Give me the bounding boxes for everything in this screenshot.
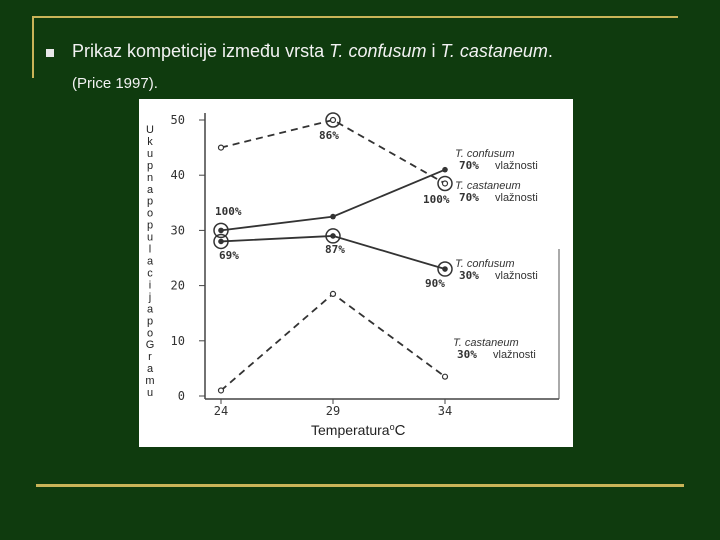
x-axis-label bbox=[311, 422, 406, 439]
data-point bbox=[330, 214, 336, 220]
y-axis-label-letter: p bbox=[146, 159, 154, 172]
series-label-species: T. confusum bbox=[455, 148, 515, 160]
axis-ticks bbox=[171, 113, 453, 418]
series-label-species: T. castaneum bbox=[455, 180, 521, 192]
data-point bbox=[330, 233, 336, 239]
y-tick-label: 10 bbox=[170, 333, 185, 348]
y-tick-label: 20 bbox=[170, 278, 185, 293]
series-label-humidity: 30% bbox=[459, 269, 479, 282]
y-axis-label-letter: r bbox=[148, 351, 152, 364]
series-label-word: vlažnosti bbox=[493, 349, 536, 361]
frame-top-line bbox=[32, 16, 678, 18]
x-axis-label-unit: C bbox=[394, 422, 406, 439]
data-point bbox=[331, 291, 336, 296]
y-axis-label-letter: a bbox=[146, 183, 154, 196]
x-tick-label: 34 bbox=[437, 404, 453, 418]
y-tick-label: 0 bbox=[177, 389, 185, 403]
y-axis-label-letter: i bbox=[148, 279, 152, 292]
data-point bbox=[218, 228, 224, 234]
title-suffix: . bbox=[547, 41, 553, 61]
title-prefix: Prikaz kompeticije između vrsta bbox=[72, 41, 330, 61]
frame-left-line bbox=[32, 16, 34, 78]
y-axis-label-letter: a bbox=[146, 303, 154, 316]
title-species-1: T. confusum bbox=[329, 41, 427, 61]
series-label-word: vlažnosti bbox=[495, 270, 538, 282]
series-label-species: T. castaneum bbox=[453, 337, 519, 349]
y-axis-label-letter: j bbox=[148, 291, 152, 304]
annotation-labels bbox=[215, 129, 450, 290]
y-axis-label-letter: u bbox=[146, 387, 154, 400]
x-tick-label: 29 bbox=[325, 404, 341, 418]
competition-line-chart bbox=[139, 99, 573, 447]
y-axis-label-letter: o bbox=[146, 207, 154, 220]
data-point bbox=[219, 388, 224, 393]
y-tick-label: 30 bbox=[170, 223, 185, 238]
bullet-icon bbox=[46, 49, 54, 57]
y-axis-label-letter: U bbox=[146, 124, 154, 136]
data-point bbox=[442, 266, 448, 272]
percent-annotation: 87% bbox=[325, 243, 345, 256]
series-label-word: vlažnosti bbox=[495, 192, 538, 204]
frame-bottom-line bbox=[36, 484, 684, 487]
percent-annotation: 100% bbox=[215, 205, 242, 218]
data-point bbox=[442, 167, 448, 173]
y-tick-label: 50 bbox=[170, 113, 185, 127]
series-labels bbox=[453, 148, 538, 361]
y-axis-label-letter: u bbox=[146, 147, 154, 160]
data-point bbox=[218, 239, 224, 245]
x-tick-label: 24 bbox=[213, 404, 229, 418]
slide-subtitle: (Price 1997). bbox=[72, 75, 158, 92]
y-tick-label: 40 bbox=[170, 168, 185, 183]
y-axis-label-letter: a bbox=[146, 363, 154, 376]
series-label-humidity: 70% bbox=[459, 159, 479, 172]
series-label-humidity: 30% bbox=[457, 348, 477, 361]
title-mid: i bbox=[426, 41, 441, 61]
y-axis-label-letter: k bbox=[147, 135, 153, 148]
y-axis-label-letter: n bbox=[146, 171, 154, 184]
series-label-species: T. confusum bbox=[455, 258, 515, 270]
percent-annotation: 69% bbox=[219, 249, 239, 262]
y-axis-label bbox=[145, 124, 154, 399]
y-axis-label-letter: l bbox=[148, 243, 152, 256]
y-axis-label-letter: a bbox=[146, 255, 154, 268]
slide-title bbox=[72, 41, 553, 62]
title-species-2: T. castaneum bbox=[440, 41, 548, 61]
y-axis-label-letter: p bbox=[146, 219, 154, 232]
y-axis-label-letter: p bbox=[146, 195, 154, 208]
x-axis-label-text: Temperatura bbox=[311, 422, 390, 438]
data-point bbox=[331, 118, 336, 123]
y-axis-label-letter: G bbox=[145, 339, 155, 352]
chart-panel bbox=[139, 99, 573, 447]
data-point bbox=[443, 181, 448, 186]
percent-annotation: 86% bbox=[319, 129, 339, 142]
percent-annotation: 100% bbox=[423, 193, 450, 206]
y-axis-label-letter: m bbox=[145, 375, 155, 388]
series-line-1 bbox=[221, 170, 445, 231]
data-point bbox=[219, 145, 224, 150]
y-axis-label-letter: u bbox=[146, 231, 154, 244]
y-axis-label-letter: p bbox=[146, 315, 154, 328]
series-label-word: vlažnosti bbox=[495, 160, 538, 172]
y-axis-label-letter: o bbox=[146, 327, 154, 340]
series-line-4 bbox=[221, 294, 445, 391]
x-axis-label-degree: o bbox=[389, 422, 395, 432]
y-axis-label-letter: c bbox=[147, 267, 153, 280]
series-label-humidity: 70% bbox=[459, 191, 479, 204]
data-point bbox=[443, 374, 448, 379]
percent-annotation: 90% bbox=[425, 277, 445, 290]
